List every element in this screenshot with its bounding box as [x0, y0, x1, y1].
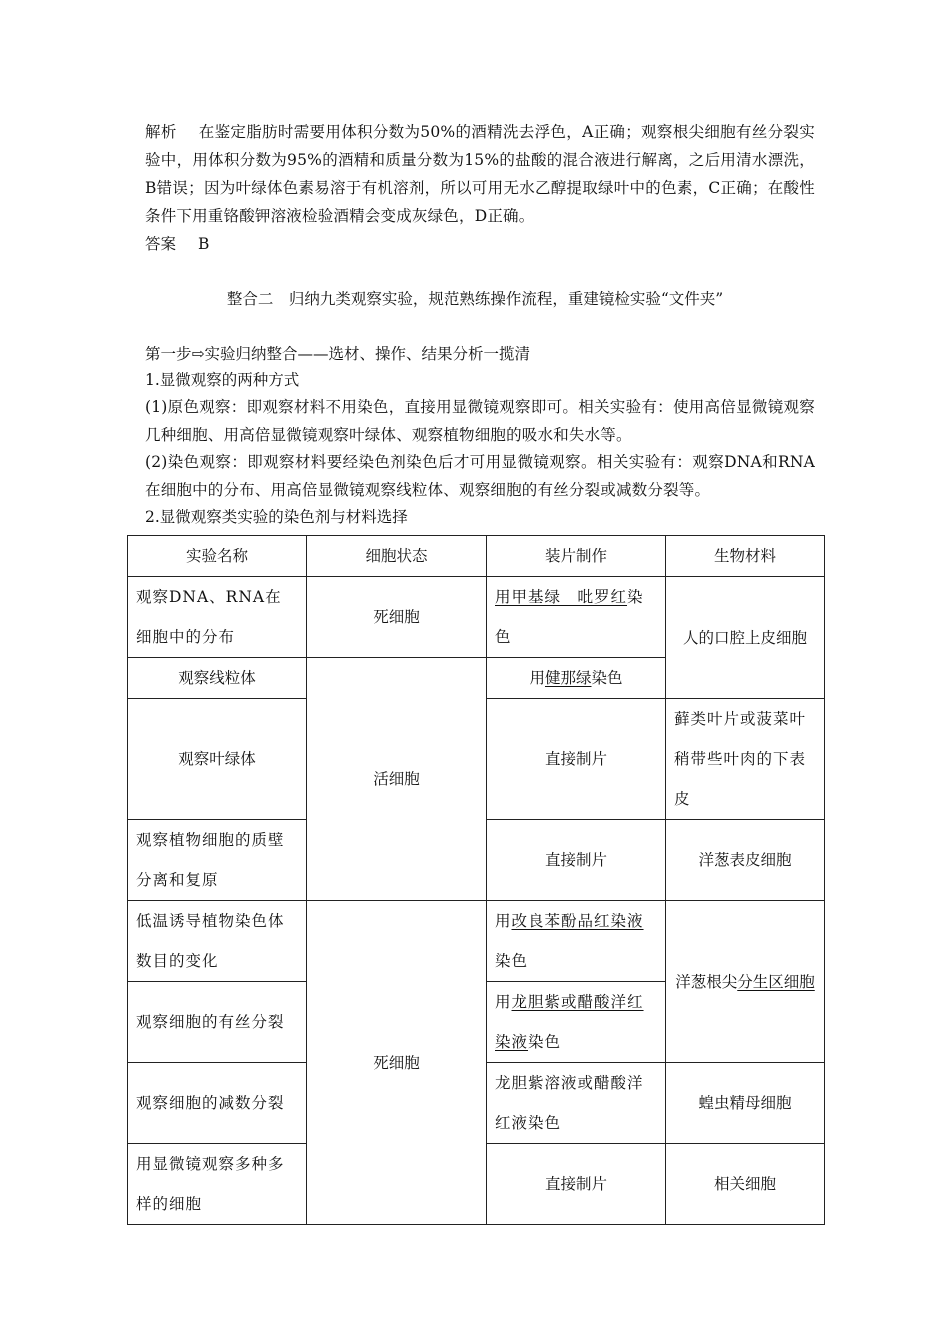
section-title: 整合二 归纳九类观察实验，规范熟练操作流程，重建镜检实验“文件夹”	[226, 290, 724, 308]
stain-suffix: 染色	[495, 952, 529, 970]
material-cell: 蝗虫精母细胞	[666, 1063, 825, 1144]
experiment-name-cell: 观察线粒体	[128, 658, 307, 699]
slide-prep-cell	[487, 901, 666, 982]
stain-name: 改良苯酚品红染液	[511, 912, 644, 930]
stain-name: 健那绿	[544, 669, 592, 687]
point2-heading: 2.显微观察类实验的染色剂与材料选择	[145, 508, 408, 526]
header-material: 生物材料	[666, 536, 825, 577]
experiment-name-cell: 观察植物细胞的质壁分离和复原	[128, 820, 307, 901]
analysis-text: 在鉴定脂肪时需要用体积分数为50%的酒精洗去浮色，A正确；观察根尖细胞有丝分裂实验中，用体积分数为95%的酒精和质量分数为15%的盐酸的混合液进行解离，之后用清水漂洗，B错误；因为叶绿体色素易溶于有机溶剂，所以可用无水乙醇提取绿叶中的色素，C正确；在酸性条件下用重铬酸钾溶液检验酒精会变成灰绿色，D正确。	[145, 123, 815, 225]
header-cell-state: 细胞状态	[307, 536, 487, 577]
material-prefix: 洋葱根尖	[675, 972, 738, 991]
cell-state-cell: 活细胞	[307, 658, 487, 901]
material-cell: 藓类叶片或菠菜叶稍带些叶肉的下表皮	[666, 699, 825, 820]
header-slide-prep: 装片制作	[487, 536, 666, 577]
stain-prefix: 用	[529, 669, 545, 687]
slide-prep-cell	[487, 982, 666, 1063]
answer-value: B	[198, 235, 210, 253]
experiment-name-cell: 低温诱导植物染色体数目的变化	[128, 901, 307, 982]
stain-material-table	[127, 535, 825, 1225]
point1-heading: 1.显微观察的两种方式	[145, 371, 300, 389]
slide-prep-cell: 直接制片	[487, 820, 666, 901]
stain-suffix: 染色	[528, 1033, 562, 1051]
cell-state-cell: 死细胞	[307, 577, 487, 658]
experiment-name-cell: 用显微镜观察多种多样的细胞	[128, 1144, 307, 1225]
material-cell: 人的口腔上皮细胞	[666, 577, 825, 699]
stain-prefix: 用	[495, 912, 512, 930]
table-row	[128, 901, 825, 982]
table-header-row	[128, 536, 825, 577]
stain-name: 用甲基绿 吡罗红	[495, 588, 628, 606]
stain-name: 龙胆紫或醋酸洋红染液	[495, 993, 644, 1051]
experiment-name-cell: 观察叶绿体	[128, 699, 307, 820]
material-cell	[666, 901, 825, 1063]
experiment-name-cell: 观察DNA、RNA在细胞中的分布	[128, 577, 307, 658]
cell-state-cell: 死细胞	[307, 901, 487, 1225]
table-row	[128, 577, 825, 658]
analysis-paragraph	[145, 118, 815, 230]
material-name: 分生区细胞	[737, 972, 815, 991]
material-cell: 相关细胞	[666, 1144, 825, 1225]
slide-prep-cell	[487, 577, 666, 658]
experiment-name-cell: 观察细胞的有丝分裂	[128, 982, 307, 1063]
stain-prefix: 用	[495, 993, 512, 1011]
answer-label: 答案	[145, 235, 177, 253]
answer-line	[145, 230, 209, 258]
point1-item2: (2)染色观察：即观察材料要经染色剂染色后才可用显微镜观察。相关实验有：观察DNA和RNA在细胞中的分布、用高倍显微镜观察线粒体、观察细胞的有丝分裂或减数分裂等。	[145, 453, 815, 499]
analysis-label: 解析	[145, 123, 177, 141]
slide-prep-cell: 直接制片	[487, 1144, 666, 1225]
stain-suffix: 染色	[591, 669, 623, 687]
slide-prep-cell	[487, 658, 666, 699]
stain-suffix: 染色	[495, 588, 644, 646]
header-experiment-name: 实验名称	[128, 536, 307, 577]
step-one-heading: 第一步⇨实验归纳整合——选材、操作、结果分析一揽清	[145, 345, 530, 363]
point1-item1: (1)原色观察：即观察材料不用染色，直接用显微镜观察即可。相关实验有：使用高倍显微镜观察几种细胞、用高倍显微镜观察叶绿体、观察植物细胞的吸水和失水等。	[145, 398, 815, 444]
slide-prep-cell: 直接制片	[487, 699, 666, 820]
material-cell: 洋葱表皮细胞	[666, 820, 825, 901]
experiment-name-cell: 观察细胞的减数分裂	[128, 1063, 307, 1144]
slide-prep-cell: 龙胆紫溶液或醋酸洋红液染色	[487, 1063, 666, 1144]
